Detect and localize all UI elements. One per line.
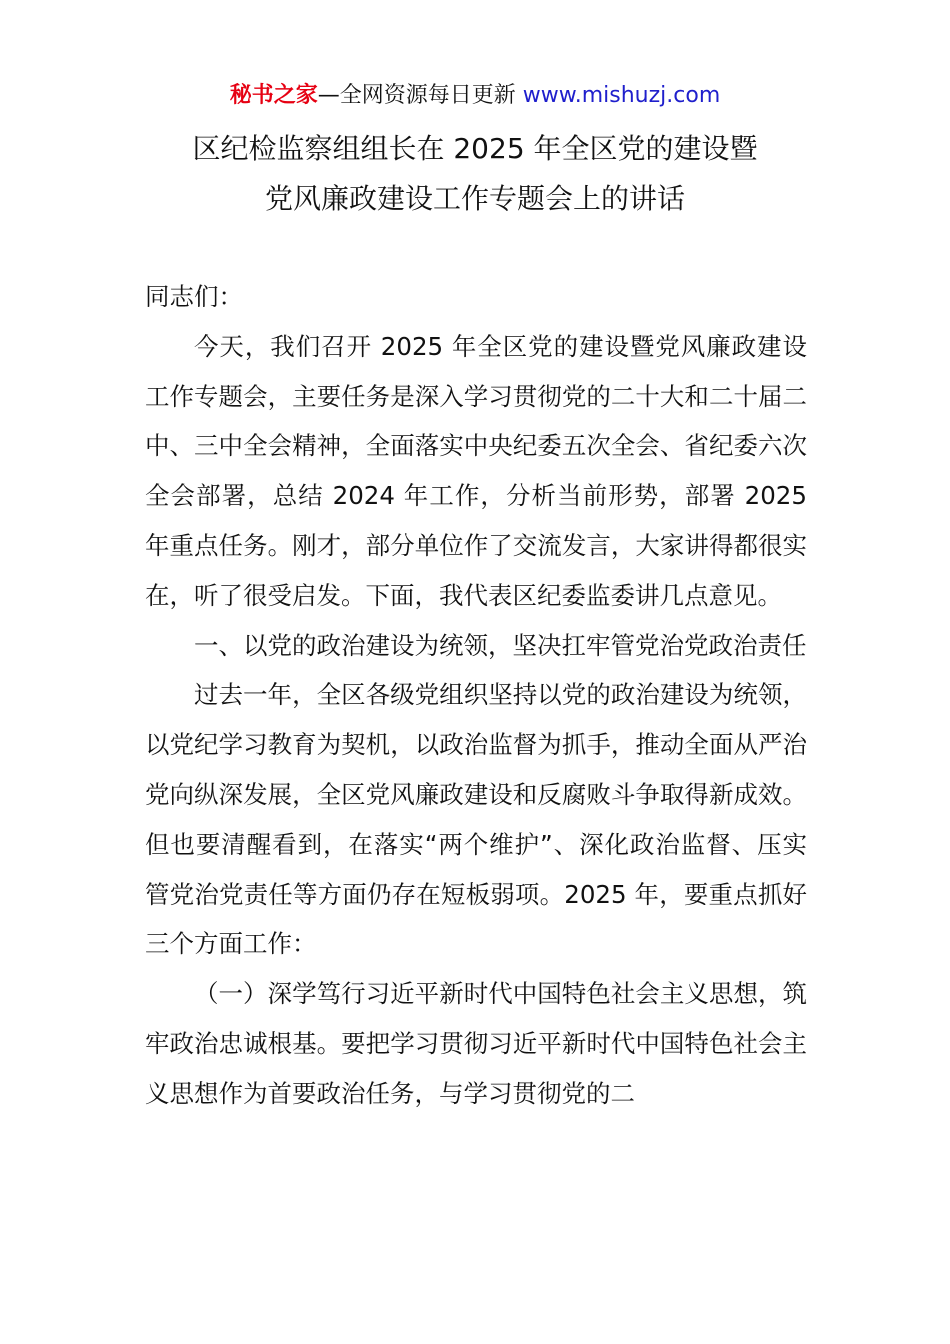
paragraph-review: 过去一年，全区各级党组织坚持以党的政治建设为统领，以党纪学习教育为契机，以政治监督为抓手，推动全面从严治党向纵深发展，全区党风廉政建设和反腐败斗争取得新成效。但也要清醒看到，在落实“两个维护”、深化政治监督、压实管党治党责任等方面仍存在短板弱项。2025 年，要重点抓好三个方面工作： bbox=[145, 680, 807, 959]
paragraph-subsection-1: （一）深学笃行习近平新时代中国特色社会主义思想，筑牢政治忠诚根基。要把学习贯彻习近平新时代中国特色社会主义思想作为首要政治任务，与学习贯彻党的二 bbox=[145, 979, 807, 1108]
document-title bbox=[0, 124, 950, 224]
title-line-2: 党风廉政建设工作专题会上的讲话 bbox=[264, 182, 685, 215]
header-slogan: —全网资源每日更新 bbox=[317, 83, 523, 108]
site-header bbox=[0, 80, 950, 112]
site-url-link[interactable]: www.mishuzj.com bbox=[522, 83, 721, 108]
title-line-1: 区纪检监察组组长在 2025 年全区党的建设暨 bbox=[192, 132, 758, 165]
greeting: 同志们： bbox=[145, 282, 243, 311]
paragraph-intro: 今天，我们召开 2025 年全区党的建设暨党风廉政建设工作专题会，主要任务是深入学习贯彻党的二十大和二十届二中、三中全会精神，全面落实中央纪委五次全会、省纪委六次全会部署，总结 2024 年工作，分析当前形势，部署 2025 年重点任务。刚才，部分单位作了交流发言，大家讲得都很实在，听了很受启发。下面，我代表区纪委监委讲几点意见。 bbox=[145, 331, 807, 610]
brand-name: 秘书之家 bbox=[229, 83, 318, 108]
document-body bbox=[145, 272, 807, 1119]
section-heading-1: 一、以党的政治建设为统领，坚决扛牢管党治党政治责任 bbox=[194, 630, 807, 660]
